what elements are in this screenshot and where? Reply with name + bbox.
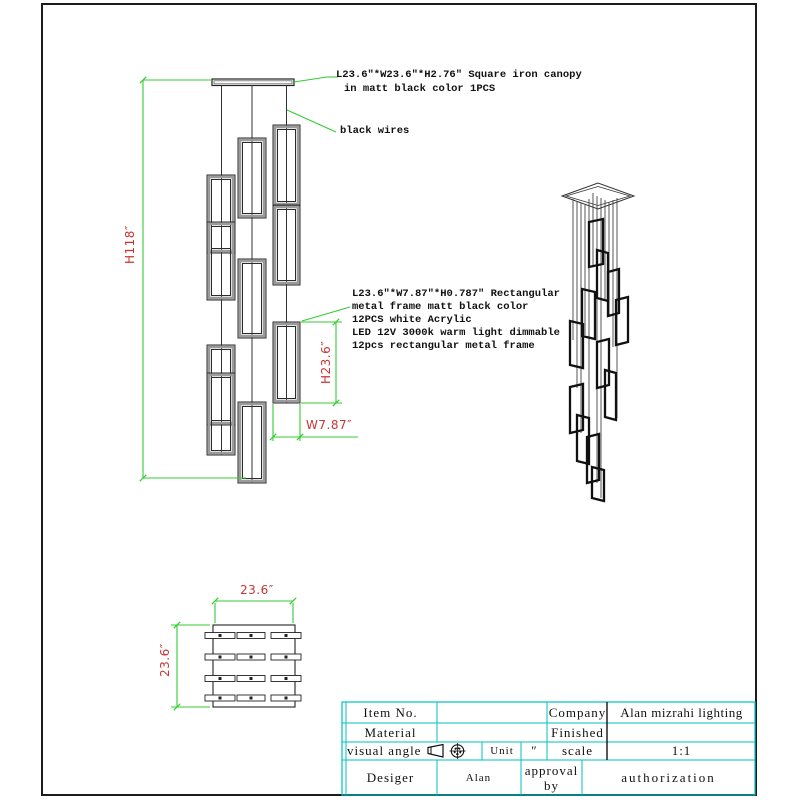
designer-value: Alan (465, 771, 492, 784)
frame-annotation-line3: 12PCS white Acrylic (352, 314, 472, 326)
projection-cone-icon (426, 744, 446, 758)
item-no-label: Item No. (363, 704, 418, 720)
canopy-annotation-line1: L23.6"*W23.6"*H2.76" Square iron canopy (336, 69, 582, 81)
unit-value: ″ (531, 743, 538, 758)
approval-by-label: approval by (524, 762, 579, 793)
authorization-label: authorization (621, 769, 716, 785)
designer-label: Desiger (366, 769, 415, 785)
visual-angle-cell (347, 742, 482, 760)
scale-label: scale (562, 743, 593, 758)
frame-annotation-line2: metal frame matt black color (352, 301, 529, 313)
finished-label: Finished (551, 724, 604, 740)
dimension-canopy-depth: 23.6″ (158, 643, 172, 677)
unit-label: Unit (490, 745, 514, 757)
dimension-total-height: H118″ (123, 225, 137, 264)
black-wires-annotation: black wires (340, 125, 410, 137)
dimension-canopy-width: 23.6″ (240, 583, 274, 597)
frame-annotation-line5: 12pcs rectangular metal frame (352, 340, 535, 352)
material-label: Material (364, 724, 417, 740)
frame-annotation-line4: LED 12V 3000k warm light dimmable (352, 327, 560, 339)
frame-annotation-line1: L23.6"*W7.87"*H0.787" Rectangular (352, 288, 560, 300)
dimension-frame-width: W7.87″ (306, 418, 353, 432)
projection-target-icon (449, 743, 466, 759)
dimension-frame-height: H23.6″ (319, 340, 333, 384)
canopy-annotation-line2: in matt black color 1PCS (344, 83, 496, 95)
company-value: Alan mizrahi lighting (620, 704, 743, 720)
company-label: Company (548, 704, 607, 720)
visual-angle-label: visual angle (347, 743, 422, 758)
scale-value: 1:1 (671, 743, 692, 758)
